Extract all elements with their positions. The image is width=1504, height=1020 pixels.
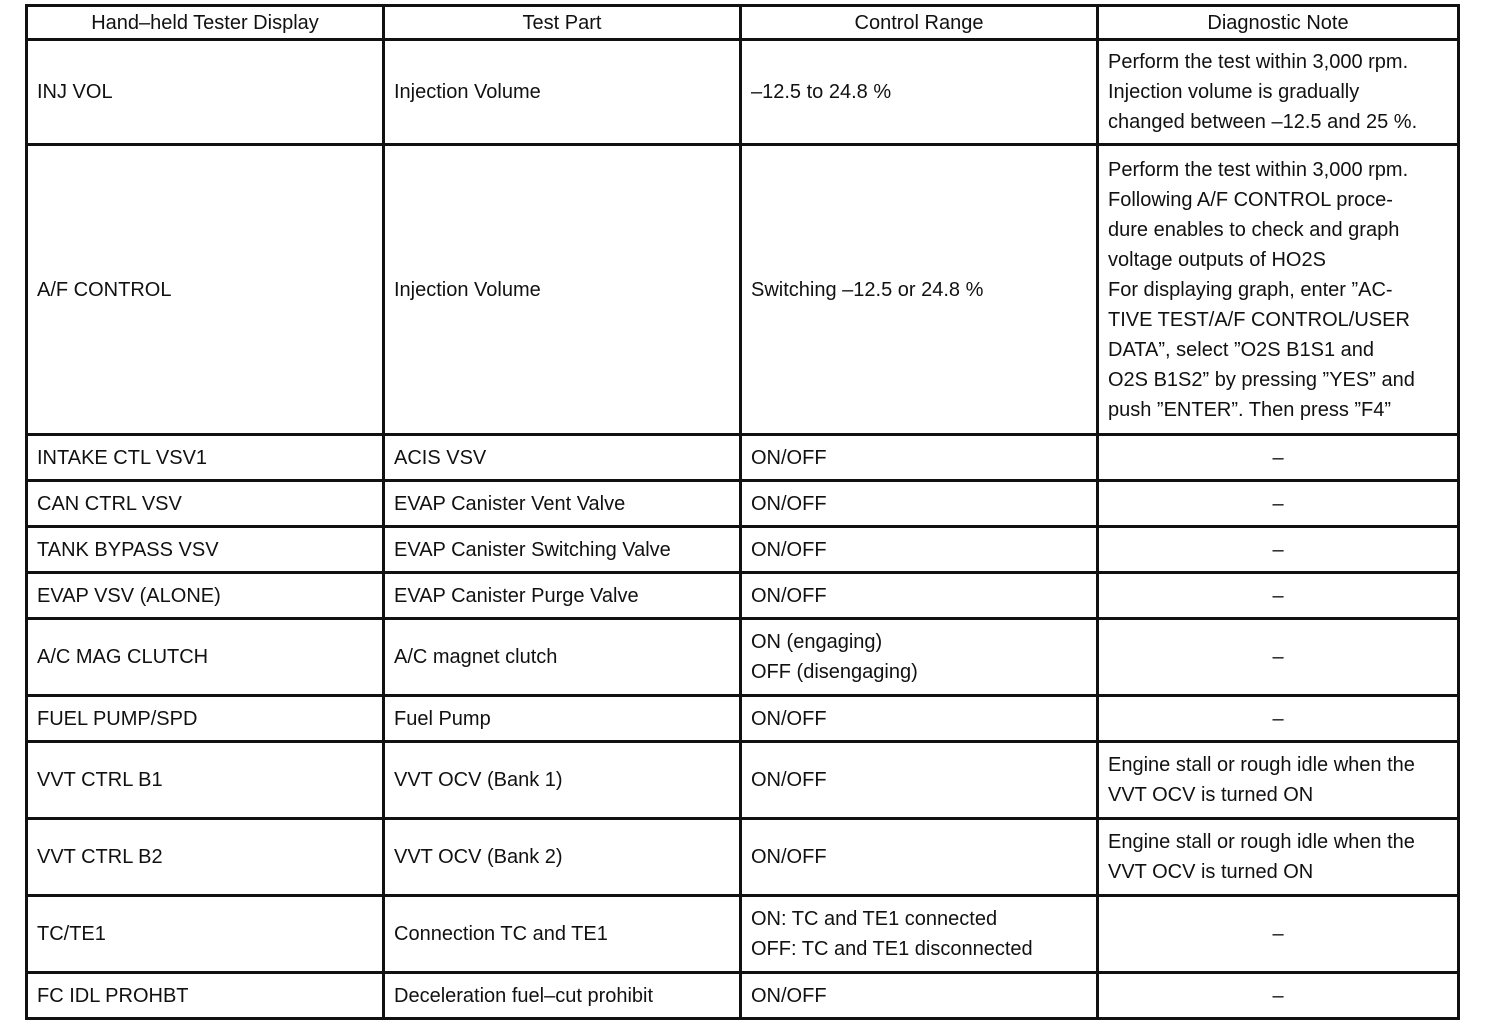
- table-row: [27, 145, 1459, 435]
- tester-display-cell: TC/TE1: [27, 896, 384, 973]
- tester-display-cell: INTAKE CTL VSV1: [27, 435, 384, 481]
- table-header-row: [27, 6, 1459, 40]
- control-range-cell: [741, 819, 1098, 896]
- tester-display-cell: CAN CTRL VSV: [27, 481, 384, 527]
- diagnostic-note-line: –: [1272, 984, 1284, 1007]
- table-row: [27, 696, 1459, 742]
- control-range-cell: [741, 696, 1098, 742]
- control-range-cell: [741, 742, 1098, 819]
- tester-display-cell: A/F CONTROL: [27, 145, 384, 435]
- diagnostic-note-line: –: [1272, 492, 1284, 515]
- control-range-line: ON: TC and TE1 connected: [751, 908, 998, 930]
- diagnostic-note-cell: [1098, 573, 1459, 619]
- control-range-line: OFF: TC and TE1 disconnected: [751, 938, 1033, 960]
- tester-display-cell: INJ VOL: [27, 40, 384, 145]
- diagnostic-note-line: TIVE TEST/A/F CONTROL/USER: [1108, 308, 1410, 331]
- table-row: [27, 819, 1459, 896]
- diagnostic-note-cell: [1098, 527, 1459, 573]
- table-row: [27, 742, 1459, 819]
- control-range-line: ON/OFF: [751, 707, 827, 730]
- diagnostic-note-line: Following A/F CONTROL proce-: [1108, 188, 1393, 211]
- diagnostic-note-cell: [1098, 819, 1459, 896]
- control-range-cell: [741, 40, 1098, 145]
- header-control-range: Control Range: [741, 6, 1098, 40]
- diagnostic-note-cell: [1098, 696, 1459, 742]
- table-row: [27, 573, 1459, 619]
- test-part-cell: EVAP Canister Purge Valve: [384, 573, 741, 619]
- test-part-cell: EVAP Canister Switching Valve: [384, 527, 741, 573]
- diagnostic-note-line: –: [1272, 923, 1284, 945]
- diagnostic-note-line: DATA”, select ”O2S B1S1 and: [1108, 338, 1375, 361]
- diagnostic-note-cell: [1098, 896, 1459, 973]
- table-row: [27, 481, 1459, 527]
- test-part-cell: Connection TC and TE1: [384, 896, 741, 973]
- header-diagnostic-note: Diagnostic Note: [1098, 6, 1459, 40]
- control-range-line: ON/OFF: [751, 846, 827, 868]
- table-row: [27, 435, 1459, 481]
- tester-display-cell: VVT CTRL B2: [27, 819, 384, 896]
- control-range-cell: [741, 527, 1098, 573]
- control-range-line: ON/OFF: [751, 584, 827, 607]
- control-range-line: ON/OFF: [751, 446, 827, 469]
- tester-display-cell: FUEL PUMP/SPD: [27, 696, 384, 742]
- table-row: [27, 619, 1459, 696]
- diagnostic-note-line: Perform the test within 3,000 rpm.: [1108, 158, 1409, 181]
- diagnostic-note-cell: [1098, 973, 1459, 1019]
- diagnostic-note-line: changed between –12.5 and 25 %.: [1108, 111, 1418, 133]
- tester-display-cell: VVT CTRL B1: [27, 742, 384, 819]
- diagnostic-note-line: O2S B1S2” by pressing ”YES” and: [1108, 368, 1415, 391]
- control-range-line: ON/OFF: [751, 492, 827, 515]
- diagnostic-note-line: –: [1272, 538, 1284, 561]
- header-test-part: Test Part: [384, 6, 741, 40]
- header-tester-display: Hand–held Tester Display: [27, 6, 384, 40]
- diagnostic-note-cell: [1098, 435, 1459, 481]
- test-part-cell: VVT OCV (Bank 2): [384, 819, 741, 896]
- tester-display-cell: TANK BYPASS VSV: [27, 527, 384, 573]
- diagnostic-note-line: For displaying graph, enter ”AC-: [1108, 278, 1393, 301]
- diagnostic-note-line: Engine stall or rough idle when the: [1108, 831, 1415, 853]
- tester-display-cell: FC IDL PROHBT: [27, 973, 384, 1019]
- control-range-cell: [741, 145, 1098, 435]
- test-part-cell: ACIS VSV: [384, 435, 741, 481]
- diagnostic-note-line: Injection volume is gradually: [1108, 81, 1360, 103]
- control-range-cell: [741, 896, 1098, 973]
- diagnostic-note-line: VVT OCV is turned ON: [1108, 861, 1314, 883]
- diagnostic-note-line: dure enables to check and graph: [1108, 218, 1400, 241]
- test-part-cell: Injection Volume: [384, 145, 741, 435]
- diagnostic-note-line: VVT OCV is turned ON: [1108, 784, 1314, 806]
- diagnostic-note-cell: [1098, 40, 1459, 145]
- control-range-cell: [741, 435, 1098, 481]
- control-range-line: ON/OFF: [751, 984, 827, 1007]
- test-part-cell: EVAP Canister Vent Valve: [384, 481, 741, 527]
- table-row: [27, 973, 1459, 1019]
- active-test-table: [25, 4, 1460, 1020]
- control-range-cell: [741, 481, 1098, 527]
- tester-display-cell: EVAP VSV (ALONE): [27, 573, 384, 619]
- control-range-line: ON/OFF: [751, 769, 827, 791]
- table-row: [27, 896, 1459, 973]
- control-range-line: ON/OFF: [751, 538, 827, 561]
- test-part-cell: A/C magnet clutch: [384, 619, 741, 696]
- diagnostic-note-line: –: [1272, 707, 1284, 730]
- diagnostic-note-line: voltage outputs of HO2S: [1108, 248, 1326, 271]
- diagnostic-note-cell: [1098, 742, 1459, 819]
- diagnostic-note-line: –: [1272, 584, 1284, 607]
- control-range-cell: [741, 619, 1098, 696]
- test-part-cell: Deceleration fuel–cut prohibit: [384, 973, 741, 1019]
- diagnostic-note-cell: [1098, 619, 1459, 696]
- diagnostic-note-line: –: [1272, 646, 1284, 668]
- test-part-cell: VVT OCV (Bank 1): [384, 742, 741, 819]
- control-range-cell: [741, 973, 1098, 1019]
- diagnostic-note-line: Perform the test within 3,000 rpm.: [1108, 51, 1409, 73]
- table-row: [27, 40, 1459, 145]
- diagnostic-note-cell: [1098, 481, 1459, 527]
- table-row: [27, 527, 1459, 573]
- control-range-cell: [741, 573, 1098, 619]
- diagnostic-note-line: push ”ENTER”. Then press ”F4”: [1108, 398, 1392, 421]
- control-range-line: –12.5 to 24.8 %: [751, 81, 892, 103]
- control-range-line: Switching –12.5 or 24.8 %: [751, 278, 984, 301]
- test-part-cell: Injection Volume: [384, 40, 741, 145]
- diagnostic-note-cell: [1098, 145, 1459, 435]
- tester-display-cell: A/C MAG CLUTCH: [27, 619, 384, 696]
- control-range-line: ON (engaging): [751, 631, 883, 653]
- test-part-cell: Fuel Pump: [384, 696, 741, 742]
- control-range-line: OFF (disengaging): [751, 661, 918, 683]
- diagnostic-note-line: Engine stall or rough idle when the: [1108, 754, 1415, 776]
- diagnostic-note-line: –: [1272, 446, 1284, 469]
